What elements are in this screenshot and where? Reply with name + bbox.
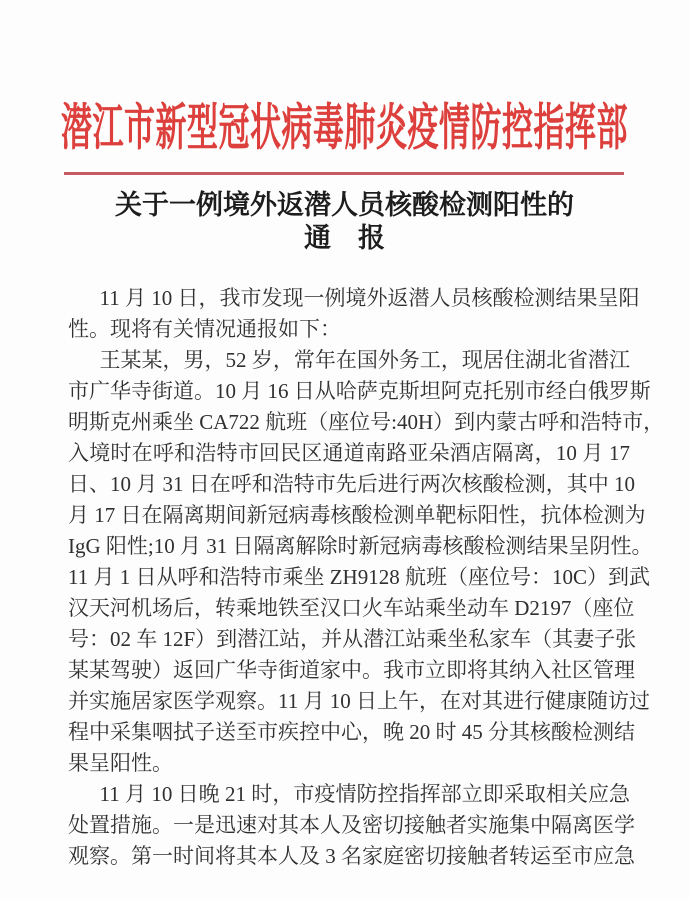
document-body [68, 283, 665, 872]
document-title-line1: 关于一例境外返潜人员核酸检测阳性的 [115, 190, 574, 220]
body-line: 程中采集咽拭子送至市疾控中心，晚 20 时 45 分其核酸检测结 [68, 720, 635, 744]
body-line: 日、10 月 31 日在呼和浩特市先后进行两次核酸检测，其中 10 [68, 472, 635, 496]
body-line: 11 月 10 日，我市发现一例境外返潜人员核酸检测结果呈阳 [99, 286, 640, 310]
body-line: 性。现将有关情况通报如下： [68, 317, 341, 341]
body-line: 某某驾驶）返回广华寺街道家中。我市立即将其纳入社区管理 [68, 658, 635, 682]
document-title [0, 189, 689, 255]
body-line: 汉天河机场后，转乘地铁至汉口火车站乘坐动车 D2197（座位 [68, 596, 635, 620]
body-line: 入境时在呼和浩特市回民区通道南路亚朵酒店隔离，10 月 17 [68, 441, 630, 465]
body-line: 处置措施。一是迅速对其本人及密切接触者实施集中隔离医学 [68, 813, 635, 837]
body-line: 月 17 日在隔离期间新冠病毒核酸检测单靶标阳性，抗体检测为 [68, 503, 646, 527]
body-line: 王某某，男，52 岁，常年在国外务工，现居住湖北省潜江 [99, 348, 630, 372]
body-line: 11 月 10 日晚 21 时，市疫情防控指挥部立即采取相关应急 [99, 782, 630, 806]
body-line: 并实施居家医学观察。11 月 10 日上午，在对其进行健康随访过 [68, 689, 650, 713]
masthead-divider-rule [64, 172, 624, 175]
agency-masthead: 潜江市新型冠状病毒肺炎疫情防控指挥部 [61, 98, 628, 156]
body-line: 11 月 1 日从呼和浩特市乘坐 ZH9128 航班（座位号：10C）到武 [68, 565, 650, 589]
body-line: 观察。第一时间将其本人及 3 名家庭密切接触者转运至市应急 [68, 844, 635, 868]
body-line: 号：02 车 12F）到潜江站，并从潜江站乘坐私家车（其妻子张 [68, 627, 637, 651]
body-line: 市广华寺街道。10 月 16 日从哈萨克斯坦阿克托别市经白俄罗斯 [68, 379, 651, 403]
body-line: IgG 阳性;10 月 31 日隔离解除时新冠病毒核酸检测结果呈阴性。 [68, 534, 653, 558]
body-line: 果呈阳性。 [68, 751, 173, 775]
body-line: 明斯克州乘坐 CA722 航班（座位号:40H）到内蒙古呼和浩特市， [68, 410, 665, 434]
document-title-line2: 通 报 [304, 223, 385, 253]
